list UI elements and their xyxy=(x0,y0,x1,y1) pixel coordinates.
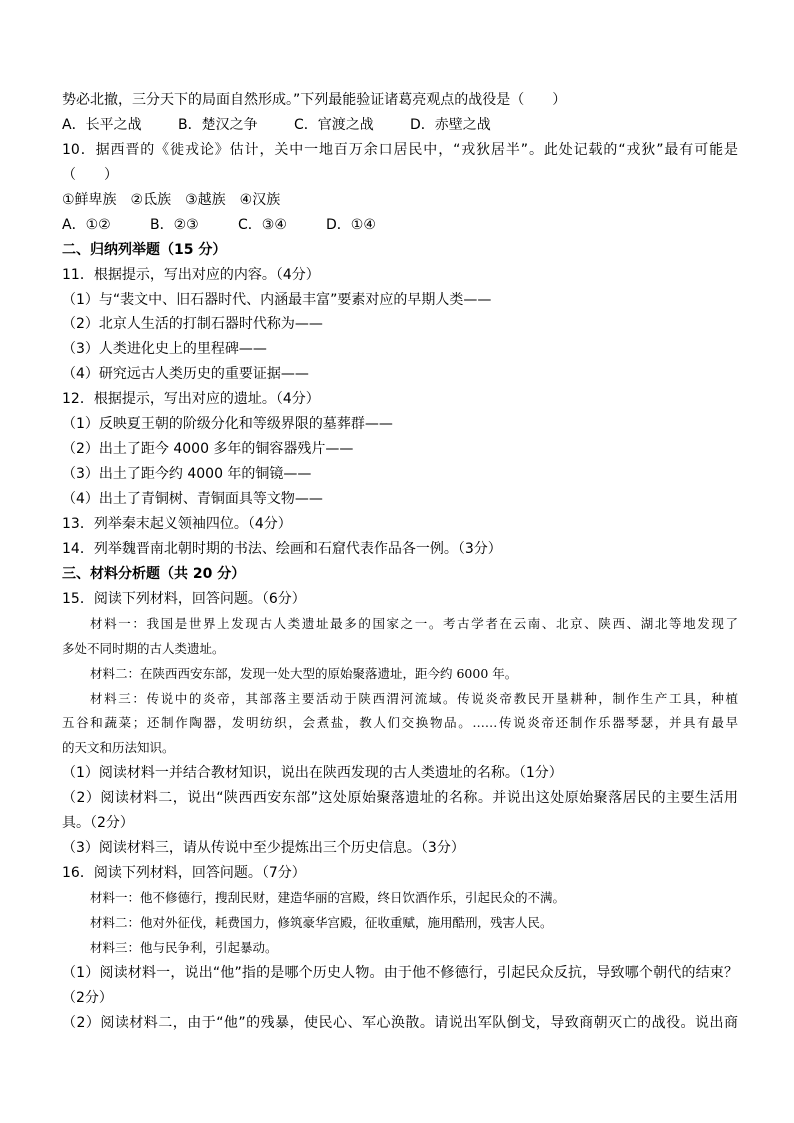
q16-sub-2-line1: （2）阅读材料二，由于“他”的残暴，使民心、军心涣散。请说出军队倒戈，导致商朝灭亡的战役。说出商 xyxy=(62,1014,738,1031)
q15-material3-line1: 材料三：传说中的炎帝，其部落主要活动于陕西渭河流域。传说炎帝教民开垦耕种，制作生产工具，种植 xyxy=(90,690,738,706)
q10-option-c: C．③④ xyxy=(238,216,287,233)
section3-heading: 三、材料分析题（共 20 分） xyxy=(62,565,246,582)
q10-option-b: B．②③ xyxy=(150,216,199,233)
q15-material3-line3: 的天文和历法知识。 xyxy=(62,740,175,756)
q15-sub-2-line2: 具。（2分） xyxy=(62,815,134,832)
q10-options xyxy=(62,213,738,238)
q10-option-a: A．①② xyxy=(62,216,111,233)
q15-sub-1: （1）阅读材料一并结合教材知识，说出在陕西发现的古人类遗址的名称。（1分） xyxy=(62,765,563,782)
q15-sub-2-line1: （2）阅读材料二，说出“陕西西安东部”这处原始聚落遗址的名称。并说出这处原始聚落居民的主要生活用 xyxy=(62,790,738,807)
q15-stem: 15．阅读下列材料，回答问题。（6分） xyxy=(62,590,306,607)
q11-stem: 11．根据提示，写出对应的内容。（4分） xyxy=(62,266,320,283)
q15-material1-line1: 材料一：我国是世界上发现古人类遗址最多的国家之一。考古学者在云南、北京、陕西、湖北等地发现了 xyxy=(90,615,738,631)
q16-stem: 16．阅读下列材料，回答问题。（7分） xyxy=(62,865,306,882)
q12-stem: 12．根据提示，写出对应的遗址。（4分） xyxy=(62,391,320,408)
q11-sub-1: （1）与“裴文中、旧石器时代、内涵最丰富”要素对应的早期人类—— xyxy=(62,291,492,308)
q10-stem: 10．据西晋的《徙戎论》估计，关中一地百万余口居民中，“戎狄居半”。此处记载的“戎狄”最有可能是 xyxy=(62,141,738,158)
q10-paren: （ ） xyxy=(62,166,118,183)
q16-material-1: 材料一：他不修德行，搜刮民财，建造华丽的宫殿，终日饮酒作乐，引起民众的不满。 xyxy=(90,890,566,905)
q9-stem-tail: 势必北撤，三分天下的局面自然形成。”下列最能验证诸葛亮观点的战役是（ ） xyxy=(62,92,567,108)
q16-sub-1-line2: （2分） xyxy=(62,989,113,1006)
q11-sub-2: （2）北京人生活的打制石器时代称为—— xyxy=(62,316,323,333)
q11-sub-4: （4）研究远古人类历史的重要证据—— xyxy=(62,366,309,383)
q15-material3-line2: 五谷和蔬菜；还制作陶器，发明纺织，会煮盐，教人们交换物品。……传说炎帝还制作乐器琴瑟，并具有最早 xyxy=(62,715,738,731)
q16-material-3: 材料三：他与民争利，引起暴动。 xyxy=(90,939,278,955)
q9-option-b: B．楚汉之争 xyxy=(178,116,258,133)
q9-option-d: D．赤壁之战 xyxy=(410,116,491,133)
q16-material-2: 材料二：他对外征伐，耗费国力，修筑豪华宫殿，征收重赋，施用酷刑，残害人民。 xyxy=(90,914,553,930)
q9-option-c: C．官渡之战 xyxy=(294,116,374,133)
q14-stem: 14．列举魏晋南北朝时期的书法、绘画和石窟代表作品各一例。（3分） xyxy=(62,540,502,557)
q12-sub-4: （4）出土了青铜树、青铜面具等文物—— xyxy=(62,491,323,507)
section2-heading: 二、归纳列举题（15 分） xyxy=(62,241,227,258)
q10-option-d: D．①④ xyxy=(326,216,376,233)
q15-material1-line2: 多处不同时期的古人类遗址。 xyxy=(62,640,225,656)
q12-sub-2: （2）出土了距今 4000 多年的铜容器残片—— xyxy=(62,441,354,458)
q15-sub-3: （3）阅读材料三，请从传说中至少提炼出三个历史信息。（3分） xyxy=(62,840,465,857)
q11-sub-3: （3）人类进化史上的里程碑—— xyxy=(62,341,267,358)
q12-sub-1: （1）反映夏王朝的阶级分化和等级界限的墓葬群—— xyxy=(62,416,393,433)
q12-sub-3: （3）出土了距今约 4000 年的铜镜—— xyxy=(62,466,312,483)
q9-options xyxy=(62,113,738,138)
q13-stem: 13．列举秦末起义领袖四位。（4分） xyxy=(62,515,292,532)
q16-sub-1-line1: （1）阅读材料一，说出“他”指的是哪个历史人物。由于他不修德行，引起民众反抗，导致哪个朝代的结束？ xyxy=(62,964,738,981)
exam-content xyxy=(62,88,738,1036)
q15-material2-line1: 材料二：在陕西西安东部，发现一处大型的原始聚落遗址，距今约 6000 年。 xyxy=(90,665,518,681)
q10-items: ①鲜卑族 ②氐族 ③越族 ④汉族 xyxy=(62,191,281,208)
q9-option-a: A．长平之战 xyxy=(62,116,142,133)
